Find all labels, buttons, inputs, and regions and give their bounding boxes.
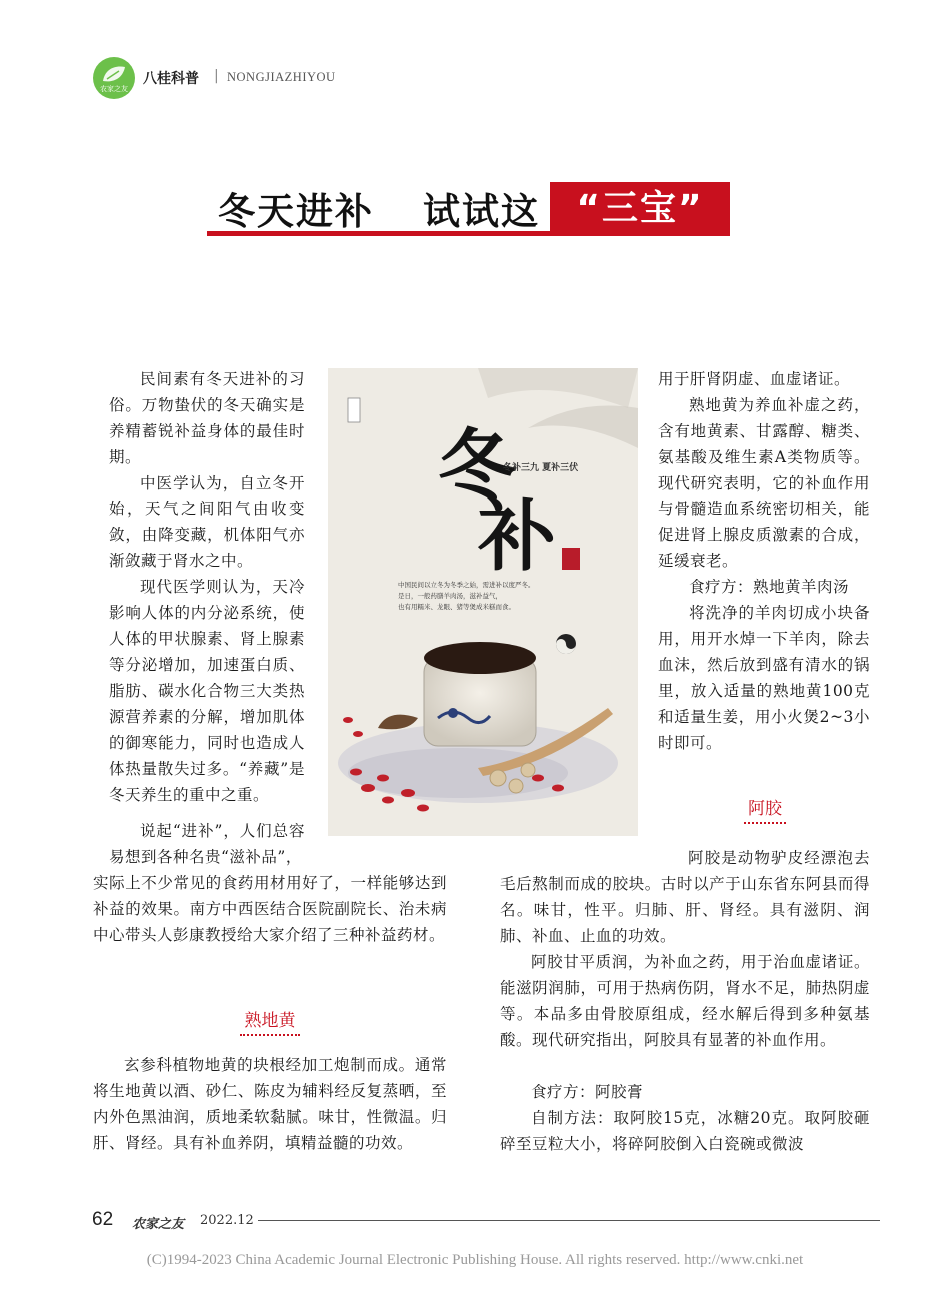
footer-rule: [258, 1220, 880, 1221]
left-paragraph-2: 中医学认为，自立冬开始，天气之间阳气由收变敛，由降变藏，机体阳气亦渐敛藏于肾水之中。: [109, 474, 305, 570]
poster-subtitle: 冬补三九 夏补三伏: [503, 463, 579, 473]
brand-separator: |: [214, 68, 219, 84]
magazine-name: 农家之友: [132, 1217, 185, 1232]
title-part-1: 冬天进补: [218, 190, 374, 233]
left-paragraph-5: 玄参科植物地黄的块根经加工炮制而成。通常将生地黄以酒、砂仁、陈皮为辅料经反复蒸晒，至内外色黑油润，质地柔软黏腻。味甘，性微温。归肝、肾经。具有补血养阴，填精益髓的功效。: [93, 1056, 447, 1152]
ejiao-intro: 阿胶是动物驴皮经漂泡去毛后熬制而成的胶块。古时以产于山东省东阿县而得名。味甘，性平。归肺、肝、肾经。具有滋阴、润肺、补血、止血的功效。: [500, 849, 870, 945]
brand-name: 八桂科普: [143, 71, 199, 87]
copyright-notice: (C)1994-2023 China Academic Journal Electronic Publishing House. All rights reserved. http://www.cnki.net: [146, 1252, 804, 1268]
poster-char-1: 冬: [438, 421, 517, 512]
section-heading-ejiao: 阿胶: [744, 794, 786, 824]
right-paragraph-3: 食疗方：熟地黄羊肉汤: [689, 578, 850, 596]
poster-desc-line: 也有用糯米、龙眼、猪等煲成米糕而食。: [398, 603, 515, 611]
poster-desc-line: 中国民间以立冬为冬季之始，需进补以度严冬。: [398, 581, 535, 589]
title-part-2: 试试这: [423, 190, 540, 233]
right-paragraph-7: 食疗方：阿胶膏: [531, 1083, 644, 1101]
winter-tonic-poster: [328, 368, 638, 836]
section-heading-shudihuang: 熟地黄: [240, 1006, 300, 1036]
title-highlight: “三宝”: [550, 182, 730, 236]
issue-date: 2022.12: [200, 1213, 254, 1228]
poster-char-2: 补: [478, 491, 557, 582]
right-paragraph-6: 阿胶甘平质润，为补血之药，用于治血虚诸证。能滋阴润肺，可用于热病伤阴，肾水不足，肺热阴虚等。本品多由骨胶原组成，经水解后得到多种氨基酸。现代研究指出，阿胶具有显著的补血作用。: [500, 953, 870, 1049]
page-number: 62: [92, 1209, 114, 1230]
poster-description: [398, 580, 628, 613]
left-paragraph-4b: 实际上不少常见的食药用材用好了，一样能够达到补益的效果。南方中西医结合医院副院长、治未病中心带头人彭康教授给大家介绍了三种补益药材。: [93, 874, 447, 944]
left-paragraph-3: 现代医学则认为，天冷影响人体的内分泌系统，使人体的甲状腺素、肾上腺素等分泌增加，加速蛋白质、脂肪、碳水化合物三大类热源营养素的分解，增加肌体的御寒能力，同时也造成人体热量散失过多。“养藏”是冬天养生的重中之重。: [109, 578, 305, 804]
left-paragraph-1: 民间素有冬天进补的习俗。万物蛰伏的冬天确实是养精蓄锐补益身体的最佳时期。: [109, 370, 305, 466]
right-paragraph-4: 将洗净的羊肉切成小块备用，用开水焯一下羊肉，除去血沫，然后放到盛有清水的锅里，放入适量的熟地黄100克和适量生姜，用小火煲2~3小时即可。: [658, 604, 870, 752]
right-paragraph-1: 用于肝肾阴虚、血虚诸证。: [658, 370, 851, 388]
right-paragraph-2: 熟地黄为养血补虚之药，含有地黄素、甘露醇、糖类、氨基酸及维生素A类物质等。现代研究表明，它的补血作用与骨髓造血系统密切相关，能促进肾上腺皮质激素的合成，延缓衰老。: [658, 396, 870, 570]
poster-desc-line: 是日，一般药膳羊肉汤，滋补益气，: [398, 592, 502, 600]
left-paragraph-4a: 说起“进补”，人们总容易想到各种名贵“滋补品”，: [109, 822, 305, 866]
logo-text: 农家之友: [100, 85, 128, 93]
brand-english: NONGJIAZHIYOU: [227, 70, 336, 84]
magazine-logo: [93, 57, 135, 99]
right-paragraph-8: 自制方法：取阿胶15克，冰糖20克。取阿胶砸碎至豆粒大小，将碎阿胶倒入白瓷碗或微波: [500, 1109, 870, 1153]
